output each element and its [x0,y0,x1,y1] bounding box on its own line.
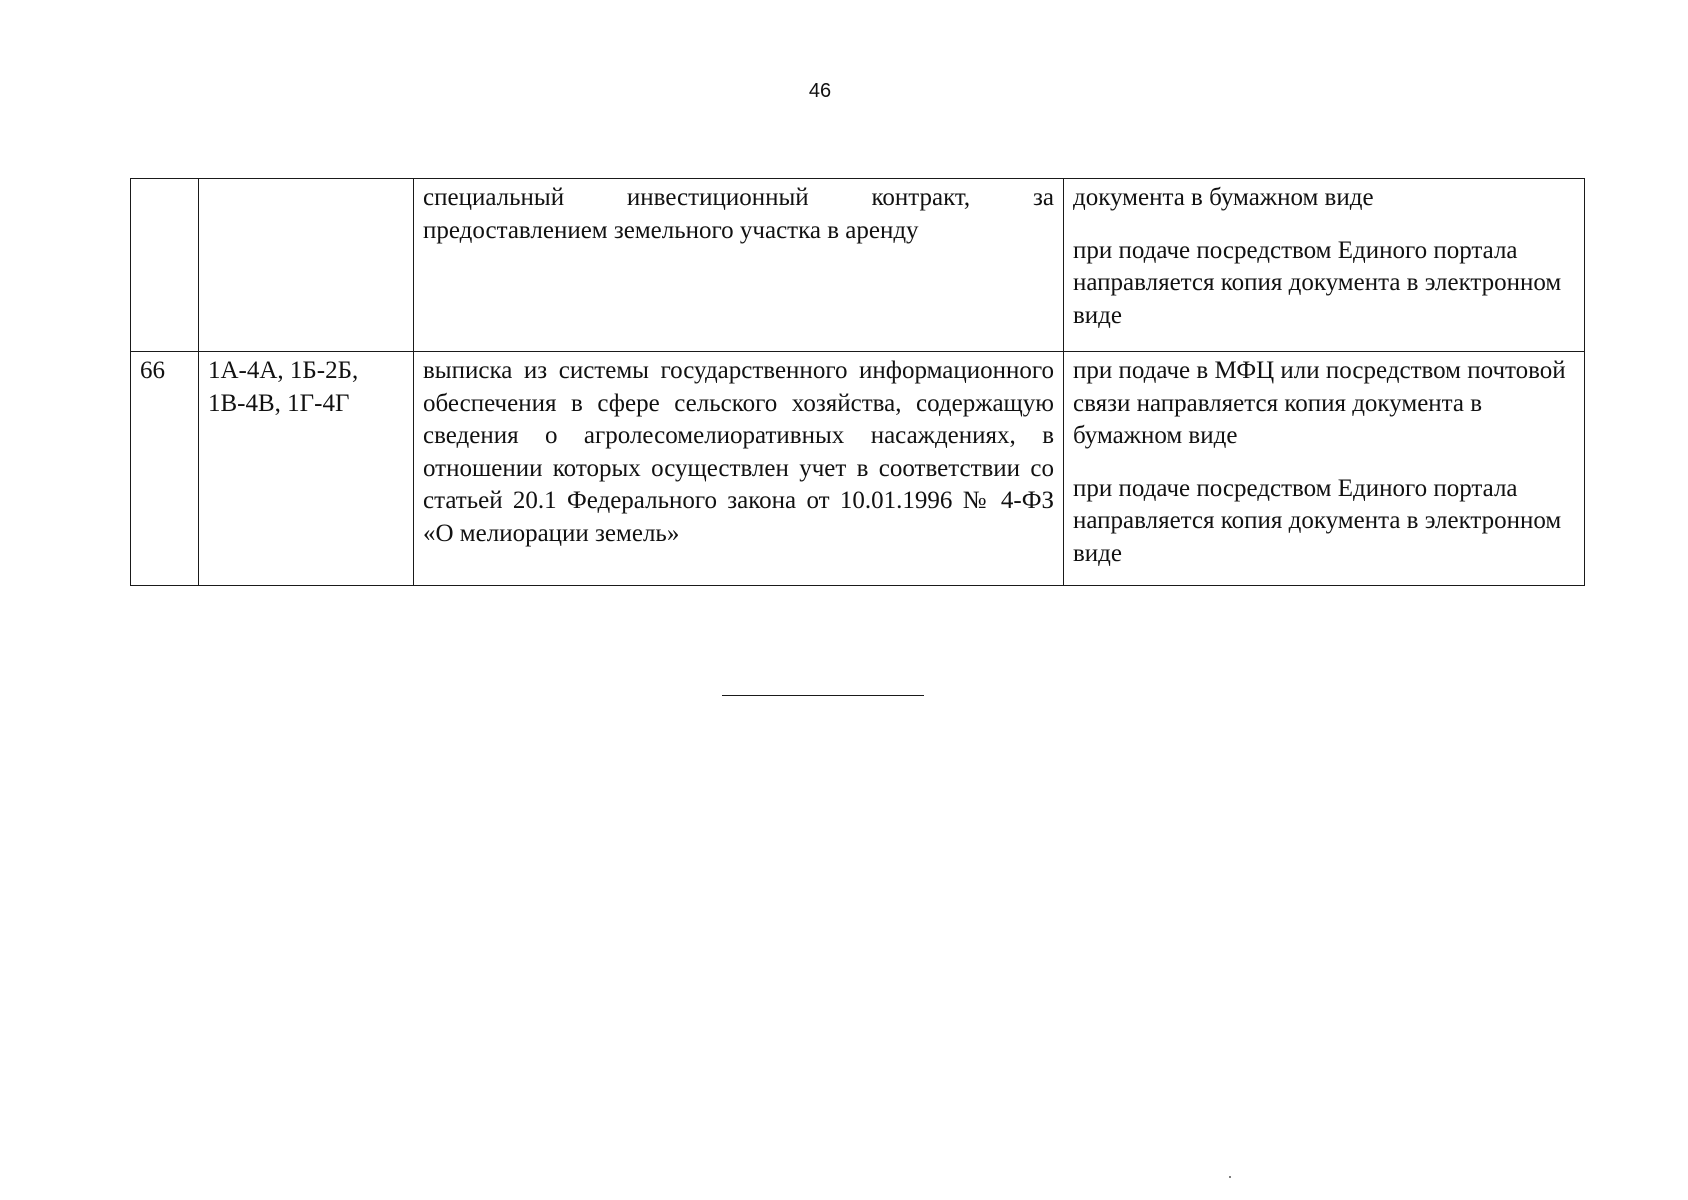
row-number-cell [131,179,199,352]
submission-portal-note: при подаче посредством Единого портала направляется копия документа в электронном виде [1073,236,1562,329]
document-name-cell [414,352,1064,586]
applicant-codes-cell [199,179,414,352]
row-number-cell: 66 [131,352,199,586]
submission-mfc-mail-note: при подаче в МФЦ или посредством почтовой связи направляется копия документа в бумажном виде [1073,357,1566,449]
end-of-table-rule [722,695,924,696]
submission-method-cell [1064,179,1585,352]
table-row [131,179,1585,352]
applicant-codes-cell: 1А-4А, 1Б-2Б, 1В-4В, 1Г-4Г [199,352,414,586]
submission-paper-note: документа в бумажном виде [1073,184,1374,211]
document-name-cell [414,179,1064,352]
document-name-text: специальный инвестиционный контракт, за предоставлением земельного участка в аренду [423,184,1054,244]
page-number: 46 [808,80,832,102]
submission-method-cell [1064,352,1585,586]
submission-portal-note: при подаче посредством Единого портала направляется копия документа в электронном виде [1073,474,1562,567]
documents-table [130,178,1585,586]
scan-speck [1229,1176,1231,1178]
table-row [131,352,1585,586]
document-name-text: выписка из системы государственного информационного обеспечения в сфере сельского хозяйства, содержащую сведения о агролесомелиоративных насаждениях, в отношении которых осуществлен учет в соответствии со статьей 20.1 Федерального закона от 10.01.1996 № 4-ФЗ «О мелиорации земель» [423,357,1054,547]
